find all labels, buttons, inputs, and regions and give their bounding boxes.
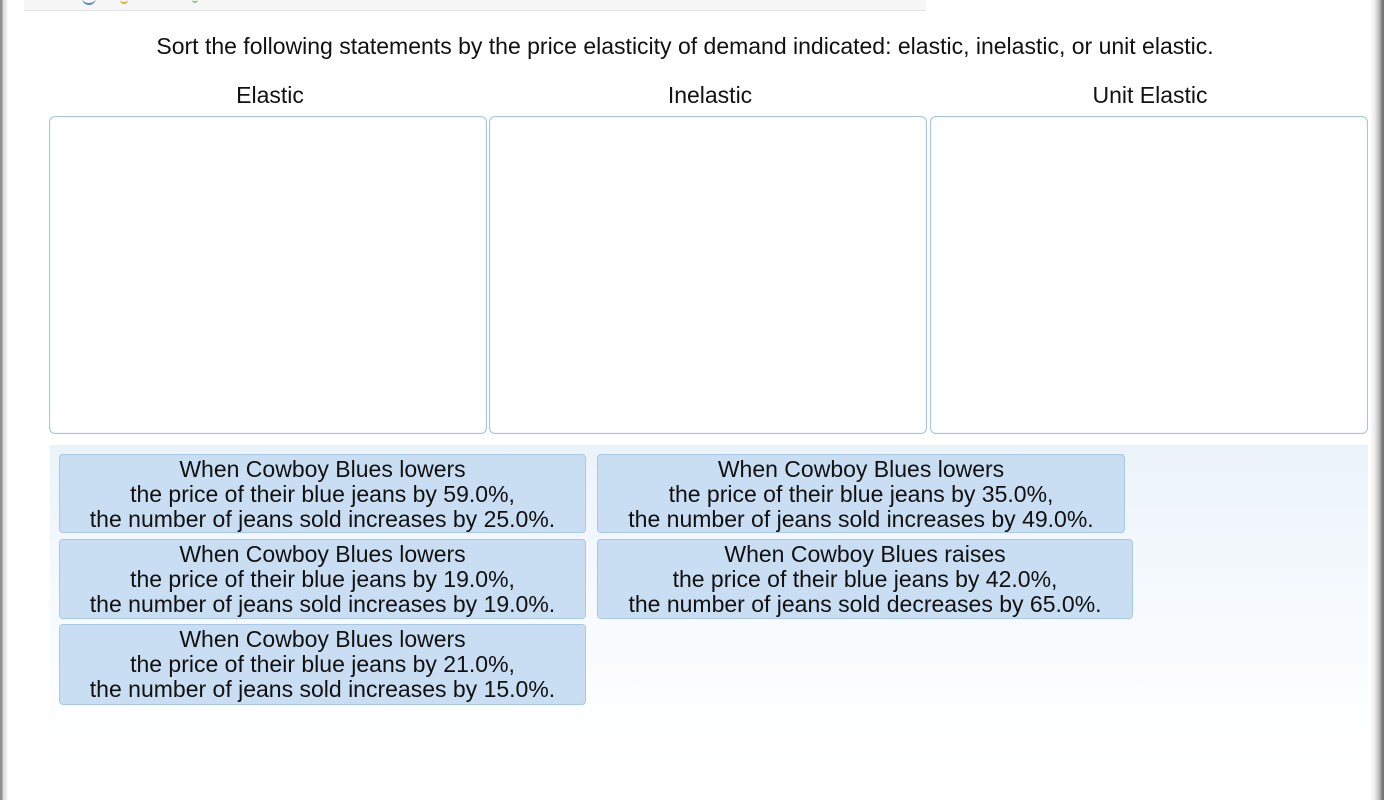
partial-toolbar-icon (82, 0, 96, 5)
statement-line: the price of their blue jeans by 42.0%, (672, 566, 1058, 592)
dropzone-elastic[interactable] (49, 116, 487, 434)
statement-line: the price of their blue jeans by 21.0%, (130, 651, 515, 677)
statement-card[interactable] (59, 454, 586, 533)
category-header-inelastic: Inelastic (667, 82, 753, 108)
statement-card[interactable] (597, 454, 1125, 533)
partial-toolbar-icon (120, 0, 128, 4)
statement-line: the number of jeans sold increases by 15.0%. (89, 676, 556, 702)
statement-card[interactable] (59, 624, 586, 705)
statement-card[interactable] (597, 539, 1133, 619)
question-instructions: Sort the following statements by the price elasticity of demand indicated: elastic, inelastic, or unit elastic. (156, 33, 1214, 59)
category-header-unit-elastic: Unit Elastic (1092, 82, 1208, 108)
statement-line: the price of their blue jeans by 59.0%, (130, 481, 515, 507)
statement-line: When Cowboy Blues lowers (179, 626, 466, 652)
category-header-elastic: Elastic (236, 82, 304, 108)
window-frame-left (0, 0, 8, 800)
statement-line: When Cowboy Blues lowers (717, 456, 1005, 482)
window-frame-right (1370, 0, 1384, 800)
statement-line: When Cowboy Blues raises (724, 541, 1006, 567)
statement-line: the number of jeans sold decreases by 65.0%. (628, 591, 1102, 617)
statement-line: the price of their blue jeans by 19.0%, (130, 566, 515, 592)
top-toolbar-strip (24, 0, 926, 11)
statement-line: the price of their blue jeans by 35.0%, (668, 481, 1054, 507)
partial-toolbar-icon (192, 0, 198, 3)
statement-line: When Cowboy Blues lowers (179, 541, 466, 567)
dropzone-unit-elastic[interactable] (930, 116, 1368, 434)
statement-card[interactable] (59, 539, 586, 619)
statement-line: the number of jeans sold increases by 49.0%. (628, 506, 1094, 532)
statement-line: When Cowboy Blues lowers (179, 456, 466, 482)
statement-line: the number of jeans sold increases by 19.0%. (89, 591, 556, 617)
statement-line: the number of jeans sold increases by 25.0%. (89, 506, 556, 532)
dropzone-inelastic[interactable] (489, 116, 927, 434)
